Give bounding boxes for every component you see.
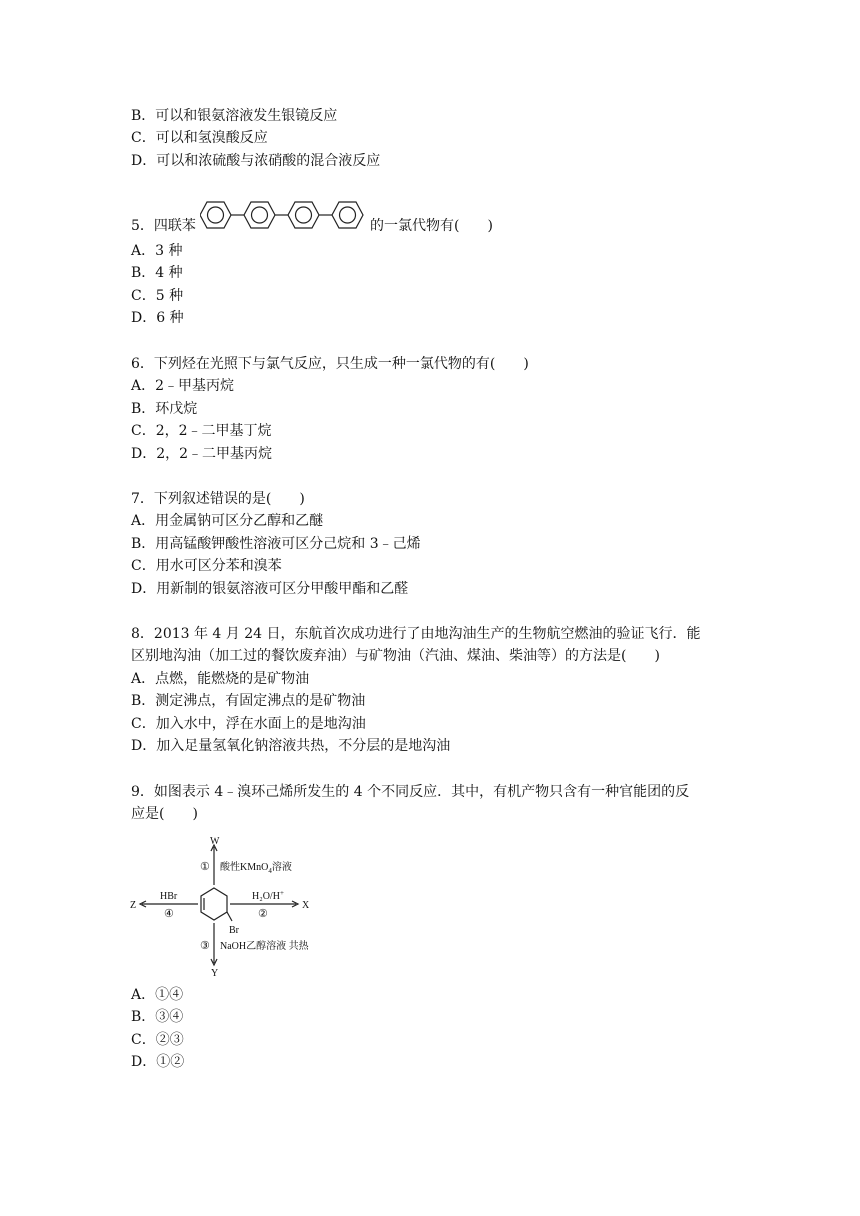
q7-option-b: B．用高锰酸钾酸性溶液可区分己烷和 3﹣己烯 (131, 536, 421, 552)
q6-option-b: B．环戊烷 (131, 401, 198, 417)
reaction-1-reagent: 酸性KMnO$_4$溶液 (220, 862, 292, 875)
q6-option-a: A．2﹣甲基丙烷 (131, 378, 235, 394)
q7-stem: 7．下列叙述错误的是( ) (131, 491, 305, 507)
q6-stem: 6．下列烃在光照下与氯气反应，只生成一种一氯代物的有( ) (131, 356, 529, 372)
q8-option-d: D．加入足量氢氧化钠溶液共热，不分层的是地沟油 (131, 738, 451, 754)
q8-option-a: A．点燃，能燃烧的是矿物油 (131, 671, 310, 687)
q8-stem-line2: 区别地沟油（加工过的餐饮废弃油）与矿物油（汽油、煤油、柴油等）的方法是( ) (131, 648, 660, 664)
q5-option-d: D．6 种 (131, 310, 184, 326)
quaterphenyl-structure (200, 200, 372, 230)
reaction-2-number: ② (258, 908, 268, 920)
q5-option-b: B．4 种 (131, 265, 183, 281)
product-w: W (210, 836, 220, 847)
reaction-1-number: ① (200, 861, 210, 873)
q4-option-d: D．可以和浓硫酸与浓硝酸的混合液反应 (131, 153, 381, 169)
product-x: X (302, 900, 310, 911)
q8-option-c: C．加入水中，浮在水面上的是地沟油 (131, 716, 366, 732)
q7-option-c: C．用水可区分苯和溴苯 (131, 558, 282, 574)
q7-option-a: A．用金属钠可区分乙醇和乙醚 (131, 513, 324, 529)
q9-option-b: B．③④ (131, 1009, 184, 1025)
q7-option-d: D．用新制的银氨溶液可区分甲酸甲酯和乙醛 (131, 581, 409, 597)
q9-option-c: C．②③ (131, 1032, 184, 1048)
q4-option-c: C．可以和氢溴酸反应 (131, 130, 268, 146)
product-z: Z (130, 900, 137, 911)
q5-option-c: C．5 种 (131, 288, 184, 304)
reaction-3-number: ③ (200, 940, 210, 952)
reaction-4-reagent: HBr (160, 891, 178, 902)
reaction-scheme (126, 835, 356, 977)
q4-option-b: B．可以和银氨溶液发生银镜反应 (131, 108, 338, 124)
q5-stem-suffix: 的一氯代物有( ) (370, 218, 493, 234)
cyclohexene-ring (201, 888, 227, 920)
q6-option-c: C．2，2﹣二甲基丁烷 (131, 423, 272, 439)
reaction-2-reagent: H₂O/H+ (252, 889, 284, 902)
q9-option-a: A．①④ (131, 987, 184, 1003)
reaction-4-number: ④ (164, 908, 174, 920)
reaction-3-reagent: NaOH乙醇溶液 共热 (220, 941, 309, 952)
q8-option-b: B．测定沸点，有固定沸点的是矿物油 (131, 693, 366, 709)
q8-stem-line1: 8．2013 年 4 月 24 日，东航首次成功进行了由地沟油生产的生物航空燃油的验证飞行．能 (131, 626, 701, 642)
q9-option-d: D．①② (131, 1054, 185, 1070)
q6-option-d: D．2，2﹣二甲基丙烷 (131, 446, 273, 462)
product-y: Y (211, 968, 219, 977)
q5-stem-prefix: 5．四联苯 (131, 218, 196, 234)
q5-option-a: A．3 种 (131, 243, 183, 259)
bromine-label: Br (229, 925, 239, 936)
q9-stem-line1: 9．如图表示 4﹣溴环己烯所发生的 4 个不同反应．其中，有机产物只含有一种官能团的反 (131, 784, 690, 800)
q9-stem-line2: 应是( ) (131, 806, 198, 822)
